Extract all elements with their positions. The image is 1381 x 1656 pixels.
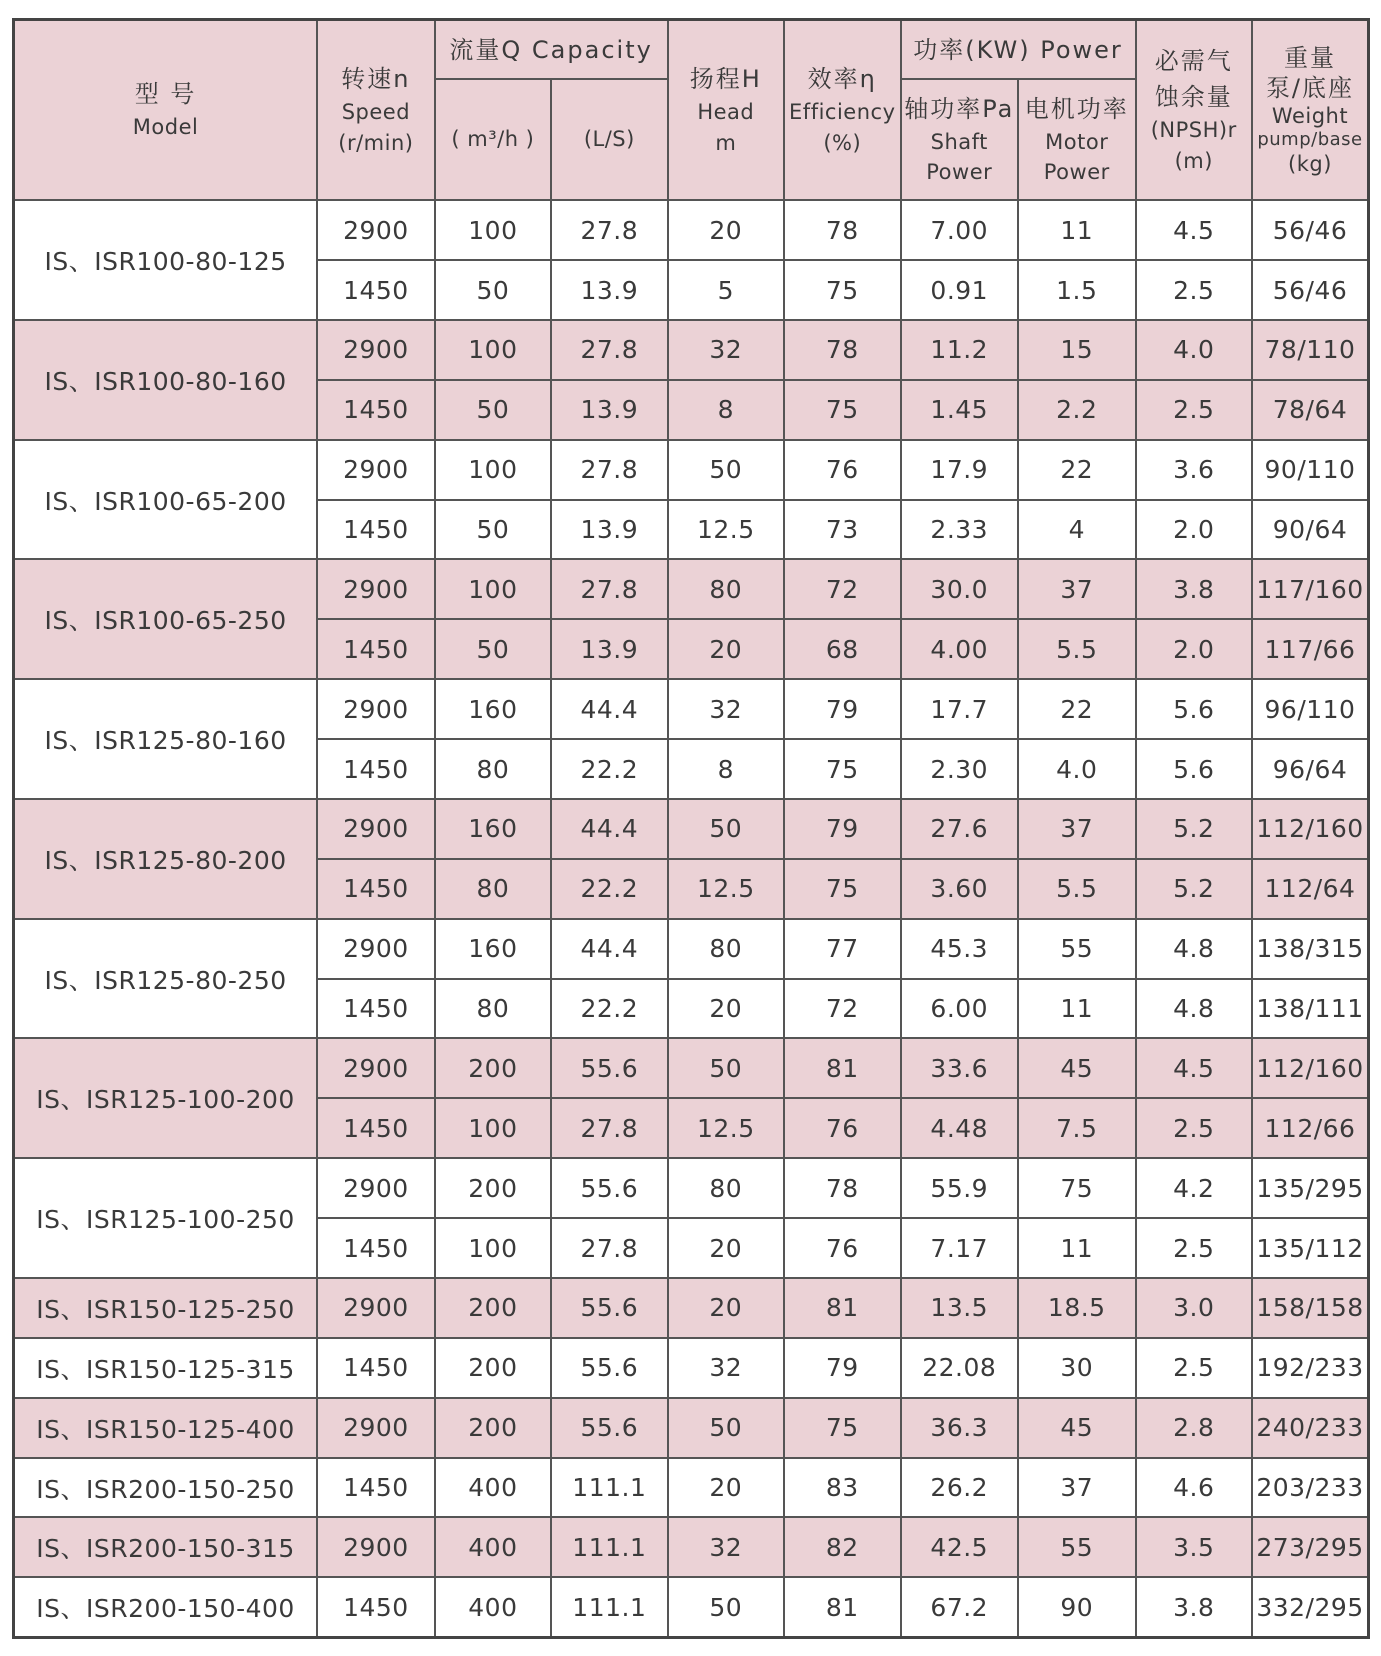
capacity-ls-cell: 13.9 bbox=[551, 619, 667, 679]
head-cell: 12.5 bbox=[668, 859, 784, 919]
motor-power-cell: 11 bbox=[1018, 979, 1136, 1039]
capacity-ls-cell: 27.8 bbox=[551, 559, 667, 619]
shaft-power-cell: 4.00 bbox=[901, 619, 1019, 679]
table-row bbox=[14, 1577, 1369, 1637]
motor-power-cell: 15 bbox=[1018, 320, 1136, 380]
efficiency-cell: 76 bbox=[784, 1098, 900, 1158]
head-cell: 50 bbox=[668, 1398, 784, 1458]
efficiency-cell: 76 bbox=[784, 1218, 900, 1278]
motor-power-cell: 2.2 bbox=[1018, 380, 1136, 440]
capacity-m3h-cell: 80 bbox=[435, 979, 551, 1039]
head-cell: 50 bbox=[668, 1038, 784, 1098]
head-cell: 32 bbox=[668, 320, 784, 380]
model-cell: IS、ISR125-80-200 bbox=[14, 799, 318, 919]
capacity-ls-cell: 44.4 bbox=[551, 919, 667, 979]
speed-cell: 2900 bbox=[317, 440, 435, 500]
motor-power-cell: 1.5 bbox=[1018, 260, 1136, 320]
motor-power-cell: 55 bbox=[1018, 1517, 1136, 1577]
weight-cell: 96/64 bbox=[1252, 739, 1369, 799]
npsh-cell: 2.0 bbox=[1136, 619, 1252, 679]
capacity-m3h-cell: 100 bbox=[435, 1098, 551, 1158]
head-cell: 20 bbox=[668, 979, 784, 1039]
model-cell: IS、ISR125-80-250 bbox=[14, 919, 318, 1039]
table-row bbox=[14, 1458, 1369, 1518]
npsh-cell: 3.8 bbox=[1136, 1577, 1252, 1637]
head-cell: 50 bbox=[668, 1577, 784, 1637]
head-cell: 20 bbox=[668, 619, 784, 679]
header-capacity-ls: (L/S) bbox=[551, 79, 667, 200]
model-cell: IS、ISR100-65-200 bbox=[14, 440, 318, 560]
capacity-m3h-cell: 400 bbox=[435, 1517, 551, 1577]
capacity-ls-cell: 55.6 bbox=[551, 1158, 667, 1218]
speed-cell: 1450 bbox=[317, 1338, 435, 1398]
head-cell: 8 bbox=[668, 739, 784, 799]
capacity-ls-cell: 27.8 bbox=[551, 1098, 667, 1158]
speed-cell: 1450 bbox=[317, 1098, 435, 1158]
capacity-ls-cell: 13.9 bbox=[551, 260, 667, 320]
shaft-power-cell: 7.00 bbox=[901, 200, 1019, 260]
speed-cell: 1450 bbox=[317, 260, 435, 320]
model-cell: IS、ISR100-80-160 bbox=[14, 320, 318, 440]
npsh-cell: 4.6 bbox=[1136, 1458, 1252, 1518]
capacity-ls-cell: 27.8 bbox=[551, 440, 667, 500]
shaft-power-cell: 1.45 bbox=[901, 380, 1019, 440]
motor-power-cell: 4 bbox=[1018, 500, 1136, 560]
efficiency-cell: 75 bbox=[784, 739, 900, 799]
head-cell: 12.5 bbox=[668, 500, 784, 560]
efficiency-cell: 73 bbox=[784, 500, 900, 560]
header-motor-power: 电机功率 Motor Power bbox=[1018, 79, 1136, 200]
capacity-ls-cell: 55.6 bbox=[551, 1398, 667, 1458]
motor-power-cell: 18.5 bbox=[1018, 1278, 1136, 1338]
capacity-ls-cell: 111.1 bbox=[551, 1577, 667, 1637]
shaft-power-cell: 45.3 bbox=[901, 919, 1019, 979]
speed-cell: 2900 bbox=[317, 799, 435, 859]
table-row bbox=[14, 679, 1369, 739]
speed-cell: 1450 bbox=[317, 1218, 435, 1278]
weight-cell: 203/233 bbox=[1252, 1458, 1369, 1518]
weight-cell: 90/110 bbox=[1252, 440, 1369, 500]
header-power: 功率(KW) Power bbox=[901, 20, 1136, 80]
model-cell: IS、ISR150-125-400 bbox=[14, 1398, 318, 1458]
capacity-m3h-cell: 100 bbox=[435, 559, 551, 619]
npsh-cell: 4.5 bbox=[1136, 1038, 1252, 1098]
header-speed: 转速n Speed (r/min) bbox=[317, 20, 435, 201]
shaft-power-cell: 13.5 bbox=[901, 1278, 1019, 1338]
efficiency-cell: 81 bbox=[784, 1278, 900, 1338]
weight-cell: 56/46 bbox=[1252, 260, 1369, 320]
motor-power-cell: 55 bbox=[1018, 919, 1136, 979]
weight-cell: 135/112 bbox=[1252, 1218, 1369, 1278]
model-cell: IS、ISR125-100-200 bbox=[14, 1038, 318, 1158]
header-capacity: 流量Q Capacity bbox=[435, 20, 668, 80]
capacity-ls-cell: 44.4 bbox=[551, 679, 667, 739]
capacity-m3h-cell: 50 bbox=[435, 500, 551, 560]
capacity-ls-cell: 27.8 bbox=[551, 1218, 667, 1278]
speed-cell: 2900 bbox=[317, 1038, 435, 1098]
motor-power-cell: 37 bbox=[1018, 799, 1136, 859]
npsh-cell: 4.8 bbox=[1136, 979, 1252, 1039]
weight-cell: 112/66 bbox=[1252, 1098, 1369, 1158]
header-weight: 重量 泵/底座 Weight pump/base (kg) bbox=[1252, 20, 1369, 201]
weight-cell: 192/233 bbox=[1252, 1338, 1369, 1398]
npsh-cell: 2.5 bbox=[1136, 1338, 1252, 1398]
capacity-m3h-cell: 100 bbox=[435, 200, 551, 260]
weight-cell: 240/233 bbox=[1252, 1398, 1369, 1458]
table-row bbox=[14, 1338, 1369, 1398]
speed-cell: 1450 bbox=[317, 739, 435, 799]
capacity-ls-cell: 27.8 bbox=[551, 200, 667, 260]
capacity-m3h-cell: 200 bbox=[435, 1158, 551, 1218]
shaft-power-cell: 11.2 bbox=[901, 320, 1019, 380]
motor-power-cell: 30 bbox=[1018, 1338, 1136, 1398]
model-cell: IS、ISR200-150-400 bbox=[14, 1577, 318, 1637]
shaft-power-cell: 55.9 bbox=[901, 1158, 1019, 1218]
speed-cell: 1450 bbox=[317, 1577, 435, 1637]
shaft-power-cell: 17.9 bbox=[901, 440, 1019, 500]
speed-cell: 2900 bbox=[317, 1158, 435, 1218]
npsh-cell: 3.8 bbox=[1136, 559, 1252, 619]
speed-cell: 2900 bbox=[317, 200, 435, 260]
motor-power-cell: 37 bbox=[1018, 1458, 1136, 1518]
weight-cell: 112/64 bbox=[1252, 859, 1369, 919]
table-row bbox=[14, 559, 1369, 619]
table-row bbox=[14, 1278, 1369, 1338]
npsh-cell: 5.2 bbox=[1136, 799, 1252, 859]
capacity-ls-cell: 13.9 bbox=[551, 380, 667, 440]
speed-cell: 2900 bbox=[317, 919, 435, 979]
capacity-m3h-cell: 100 bbox=[435, 1218, 551, 1278]
capacity-m3h-cell: 100 bbox=[435, 440, 551, 500]
motor-power-cell: 45 bbox=[1018, 1398, 1136, 1458]
capacity-m3h-cell: 160 bbox=[435, 679, 551, 739]
shaft-power-cell: 42.5 bbox=[901, 1517, 1019, 1577]
capacity-ls-cell: 22.2 bbox=[551, 859, 667, 919]
shaft-power-cell: 0.91 bbox=[901, 260, 1019, 320]
efficiency-cell: 81 bbox=[784, 1038, 900, 1098]
efficiency-cell: 68 bbox=[784, 619, 900, 679]
shaft-power-cell: 30.0 bbox=[901, 559, 1019, 619]
capacity-ls-cell: 55.6 bbox=[551, 1278, 667, 1338]
table-row bbox=[14, 1398, 1369, 1458]
efficiency-cell: 78 bbox=[784, 1158, 900, 1218]
speed-cell: 1450 bbox=[317, 859, 435, 919]
weight-cell: 332/295 bbox=[1252, 1577, 1369, 1637]
model-cell: IS、ISR200-150-250 bbox=[14, 1458, 318, 1518]
motor-power-cell: 11 bbox=[1018, 200, 1136, 260]
efficiency-cell: 81 bbox=[784, 1577, 900, 1637]
weight-cell: 135/295 bbox=[1252, 1158, 1369, 1218]
weight-cell: 78/64 bbox=[1252, 380, 1369, 440]
efficiency-cell: 75 bbox=[784, 260, 900, 320]
motor-power-cell: 22 bbox=[1018, 440, 1136, 500]
npsh-cell: 4.5 bbox=[1136, 200, 1252, 260]
efficiency-cell: 72 bbox=[784, 979, 900, 1039]
motor-power-cell: 11 bbox=[1018, 1218, 1136, 1278]
table-row bbox=[14, 799, 1369, 859]
capacity-m3h-cell: 80 bbox=[435, 739, 551, 799]
motor-power-cell: 5.5 bbox=[1018, 619, 1136, 679]
weight-cell: 112/160 bbox=[1252, 799, 1369, 859]
capacity-ls-cell: 111.1 bbox=[551, 1458, 667, 1518]
npsh-cell: 5.6 bbox=[1136, 739, 1252, 799]
head-cell: 80 bbox=[668, 1158, 784, 1218]
table-row bbox=[14, 320, 1369, 380]
shaft-power-cell: 2.30 bbox=[901, 739, 1019, 799]
head-cell: 20 bbox=[668, 1458, 784, 1518]
capacity-m3h-cell: 200 bbox=[435, 1278, 551, 1338]
capacity-ls-cell: 44.4 bbox=[551, 799, 667, 859]
npsh-cell: 4.0 bbox=[1136, 320, 1252, 380]
weight-cell: 90/64 bbox=[1252, 500, 1369, 560]
motor-power-cell: 4.0 bbox=[1018, 739, 1136, 799]
motor-power-cell: 5.5 bbox=[1018, 859, 1136, 919]
weight-cell: 138/315 bbox=[1252, 919, 1369, 979]
shaft-power-cell: 67.2 bbox=[901, 1577, 1019, 1637]
head-cell: 50 bbox=[668, 440, 784, 500]
efficiency-cell: 75 bbox=[784, 859, 900, 919]
capacity-ls-cell: 55.6 bbox=[551, 1038, 667, 1098]
shaft-power-cell: 36.3 bbox=[901, 1398, 1019, 1458]
header-shaft-power: 轴功率Pa Shaft Power bbox=[901, 79, 1019, 200]
head-cell: 32 bbox=[668, 1338, 784, 1398]
weight-cell: 96/110 bbox=[1252, 679, 1369, 739]
speed-cell: 1450 bbox=[317, 619, 435, 679]
table-row bbox=[14, 1517, 1369, 1577]
npsh-cell: 2.5 bbox=[1136, 1098, 1252, 1158]
speed-cell: 1450 bbox=[317, 1458, 435, 1518]
shaft-power-cell: 3.60 bbox=[901, 859, 1019, 919]
shaft-power-cell: 26.2 bbox=[901, 1458, 1019, 1518]
weight-cell: 117/160 bbox=[1252, 559, 1369, 619]
capacity-m3h-cell: 50 bbox=[435, 619, 551, 679]
weight-cell: 158/158 bbox=[1252, 1278, 1369, 1338]
speed-cell: 2900 bbox=[317, 1278, 435, 1338]
capacity-m3h-cell: 400 bbox=[435, 1577, 551, 1637]
capacity-ls-cell: 22.2 bbox=[551, 979, 667, 1039]
weight-cell: 78/110 bbox=[1252, 320, 1369, 380]
shaft-power-cell: 17.7 bbox=[901, 679, 1019, 739]
model-cell: IS、ISR125-80-160 bbox=[14, 679, 318, 799]
capacity-ls-cell: 111.1 bbox=[551, 1517, 667, 1577]
efficiency-cell: 75 bbox=[784, 1398, 900, 1458]
efficiency-cell: 82 bbox=[784, 1517, 900, 1577]
npsh-cell: 5.2 bbox=[1136, 859, 1252, 919]
head-cell: 12.5 bbox=[668, 1098, 784, 1158]
capacity-m3h-cell: 80 bbox=[435, 859, 551, 919]
head-cell: 5 bbox=[668, 260, 784, 320]
head-cell: 80 bbox=[668, 919, 784, 979]
header-model: 型 号 Model bbox=[14, 20, 318, 201]
head-cell: 20 bbox=[668, 1218, 784, 1278]
npsh-cell: 3.5 bbox=[1136, 1517, 1252, 1577]
npsh-cell: 5.6 bbox=[1136, 679, 1252, 739]
model-cell: IS、ISR150-125-250 bbox=[14, 1278, 318, 1338]
model-cell: IS、ISR150-125-315 bbox=[14, 1338, 318, 1398]
table-row bbox=[14, 200, 1369, 260]
weight-cell: 138/111 bbox=[1252, 979, 1369, 1039]
model-cell: IS、ISR100-80-125 bbox=[14, 200, 318, 320]
shaft-power-cell: 7.17 bbox=[901, 1218, 1019, 1278]
header-npsh: 必需气 蚀余量 (NPSH)r (m) bbox=[1136, 20, 1252, 201]
shaft-power-cell: 33.6 bbox=[901, 1038, 1019, 1098]
head-cell: 50 bbox=[668, 799, 784, 859]
head-cell: 32 bbox=[668, 1517, 784, 1577]
header-head: 扬程H Head m bbox=[668, 20, 784, 201]
speed-cell: 2900 bbox=[317, 320, 435, 380]
header-efficiency: 效率η Efficiency (%) bbox=[784, 20, 900, 201]
weight-cell: 56/46 bbox=[1252, 200, 1369, 260]
weight-cell: 112/160 bbox=[1252, 1038, 1369, 1098]
capacity-m3h-cell: 200 bbox=[435, 1398, 551, 1458]
capacity-m3h-cell: 160 bbox=[435, 799, 551, 859]
head-cell: 8 bbox=[668, 380, 784, 440]
shaft-power-cell: 27.6 bbox=[901, 799, 1019, 859]
npsh-cell: 2.5 bbox=[1136, 1218, 1252, 1278]
capacity-ls-cell: 27.8 bbox=[551, 320, 667, 380]
speed-cell: 2900 bbox=[317, 1517, 435, 1577]
table-row bbox=[14, 1038, 1369, 1098]
head-cell: 20 bbox=[668, 200, 784, 260]
model-cell: IS、ISR125-100-250 bbox=[14, 1158, 318, 1278]
shaft-power-cell: 6.00 bbox=[901, 979, 1019, 1039]
speed-cell: 2900 bbox=[317, 1398, 435, 1458]
npsh-cell: 3.0 bbox=[1136, 1278, 1252, 1338]
efficiency-cell: 78 bbox=[784, 200, 900, 260]
efficiency-cell: 75 bbox=[784, 380, 900, 440]
npsh-cell: 2.8 bbox=[1136, 1398, 1252, 1458]
speed-cell: 2900 bbox=[317, 679, 435, 739]
capacity-m3h-cell: 160 bbox=[435, 919, 551, 979]
npsh-cell: 4.8 bbox=[1136, 919, 1252, 979]
efficiency-cell: 77 bbox=[784, 919, 900, 979]
shaft-power-cell: 22.08 bbox=[901, 1338, 1019, 1398]
model-cell: IS、ISR200-150-315 bbox=[14, 1517, 318, 1577]
header-row-1 bbox=[14, 20, 1369, 80]
speed-cell: 1450 bbox=[317, 380, 435, 440]
capacity-m3h-cell: 100 bbox=[435, 320, 551, 380]
capacity-m3h-cell: 50 bbox=[435, 380, 551, 440]
head-cell: 32 bbox=[668, 679, 784, 739]
npsh-cell: 3.6 bbox=[1136, 440, 1252, 500]
efficiency-cell: 83 bbox=[784, 1458, 900, 1518]
table-row bbox=[14, 919, 1369, 979]
capacity-m3h-cell: 50 bbox=[435, 260, 551, 320]
shaft-power-cell: 2.33 bbox=[901, 500, 1019, 560]
efficiency-cell: 79 bbox=[784, 1338, 900, 1398]
motor-power-cell: 7.5 bbox=[1018, 1098, 1136, 1158]
model-cell: IS、ISR100-65-250 bbox=[14, 559, 318, 679]
npsh-cell: 2.5 bbox=[1136, 260, 1252, 320]
weight-cell: 273/295 bbox=[1252, 1517, 1369, 1577]
speed-cell: 2900 bbox=[317, 559, 435, 619]
table-row bbox=[14, 1158, 1369, 1218]
speed-cell: 1450 bbox=[317, 979, 435, 1039]
efficiency-cell: 72 bbox=[784, 559, 900, 619]
motor-power-cell: 45 bbox=[1018, 1038, 1136, 1098]
motor-power-cell: 37 bbox=[1018, 559, 1136, 619]
shaft-power-cell: 4.48 bbox=[901, 1098, 1019, 1158]
speed-cell: 1450 bbox=[317, 500, 435, 560]
capacity-ls-cell: 13.9 bbox=[551, 500, 667, 560]
capacity-ls-cell: 55.6 bbox=[551, 1338, 667, 1398]
header-capacity-m3h: ( m³/h ) bbox=[435, 79, 551, 200]
table-row bbox=[14, 440, 1369, 500]
npsh-cell: 2.0 bbox=[1136, 500, 1252, 560]
weight-cell: 117/66 bbox=[1252, 619, 1369, 679]
pump-spec-table bbox=[12, 18, 1370, 1639]
capacity-m3h-cell: 200 bbox=[435, 1038, 551, 1098]
npsh-cell: 4.2 bbox=[1136, 1158, 1252, 1218]
head-cell: 80 bbox=[668, 559, 784, 619]
efficiency-cell: 79 bbox=[784, 679, 900, 739]
efficiency-cell: 76 bbox=[784, 440, 900, 500]
motor-power-cell: 22 bbox=[1018, 679, 1136, 739]
capacity-ls-cell: 22.2 bbox=[551, 739, 667, 799]
efficiency-cell: 78 bbox=[784, 320, 900, 380]
npsh-cell: 2.5 bbox=[1136, 380, 1252, 440]
motor-power-cell: 90 bbox=[1018, 1577, 1136, 1637]
head-cell: 20 bbox=[668, 1278, 784, 1338]
capacity-m3h-cell: 400 bbox=[435, 1458, 551, 1518]
motor-power-cell: 75 bbox=[1018, 1158, 1136, 1218]
capacity-m3h-cell: 200 bbox=[435, 1338, 551, 1398]
efficiency-cell: 79 bbox=[784, 799, 900, 859]
